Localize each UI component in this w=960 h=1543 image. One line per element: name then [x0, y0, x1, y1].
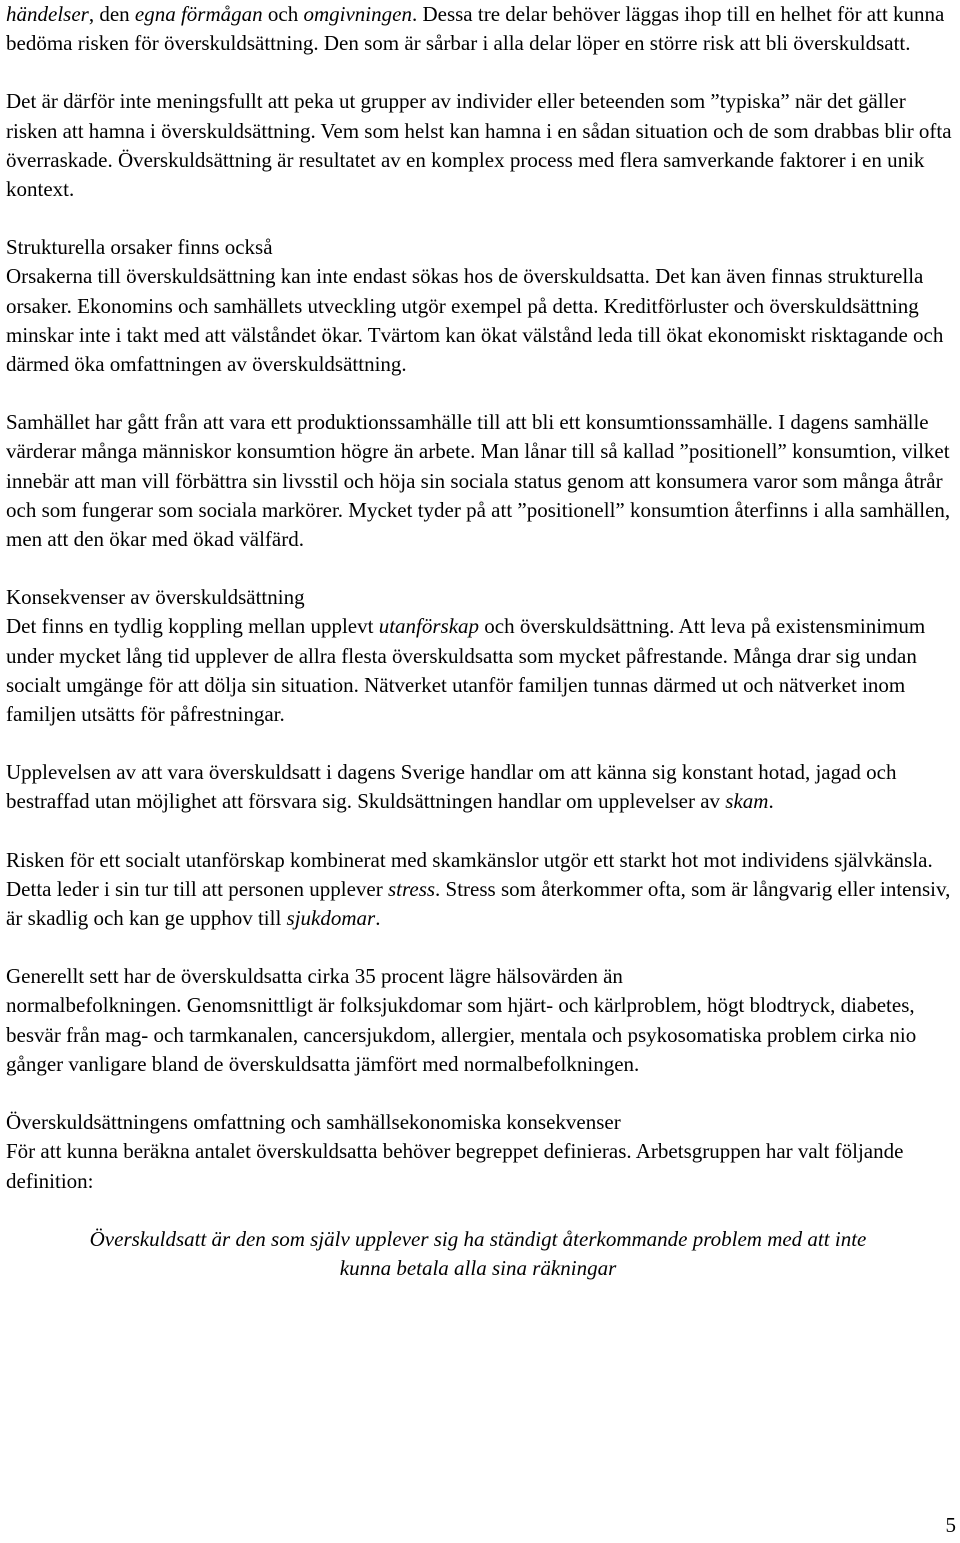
stress-text-b: . Stress som återkommer ofta, som är långvarig eller intensiv, är skadlig och kan ge upphov till — [6, 876, 951, 931]
intro-em-3: egna förmågan — [134, 2, 263, 26]
paragraph-health — [6, 962, 956, 1079]
stress-text-c: . — [375, 906, 381, 931]
paragraph-stress — [6, 846, 956, 934]
paragraph-definition-intro: För att kunna beräkna antalet överskuldsatta behöver begreppet definieras. Arbetsgruppen har valt följande definition: — [6, 1139, 904, 1193]
definition-line-1: Överskuldsatt är den som själv upplever sig ha ständigt återkommande problem med att inte — [89, 1226, 867, 1251]
intro-em-1: händelser — [6, 2, 89, 26]
intro-text-6: . Dessa tre delar behöver läggas ihop till en helhet för att kunna bedöma risken för överskuldsättning. Den som är sårbar i alla delar löper en större risk att bli överskuldsatt. — [6, 2, 945, 56]
intro-em-5: omgivningen — [303, 2, 412, 26]
paragraph-exclusion — [6, 612, 956, 729]
exclusion-text-a: Det finns en tydlig koppling mellan upplevt — [6, 614, 379, 639]
definition-line-2: kunna betala alla sina räkningar — [339, 1255, 617, 1280]
shame-text-b: . — [768, 789, 774, 814]
stress-text-a: Risken för ett socialt utanförskap kombinerat med skamkänslor utgör ett starkt hot mot individens självkänsla. Detta leder i sin tur till att personen upplever — [6, 847, 933, 901]
shame-text-a: Upplevelsen av att vara överskuldsatt i dagens Sverige handlar om att känna sig konstant hotad, jagad och bestraffad utan möjlighet att försvara sig. Skuldsättningen handlar om upplevelser av — [6, 760, 897, 814]
shame-em: skam — [725, 789, 769, 814]
intro-text-4: och — [262, 2, 304, 26]
definition-quote — [6, 1225, 956, 1283]
stress-em: stress — [387, 876, 436, 901]
exclusion-em: utanförskap — [378, 614, 480, 639]
intro-paragraph — [6, 0, 956, 58]
heading-consequences: Konsekvenser av överskuldsättning — [6, 585, 305, 610]
paragraph-structural-causes: Orsakerna till överskuldsättning kan inte endast sökas hos de överskuldsatta. Det kan även finnas strukturella orsaker. Ekonomins och samhällets utveckling utgör exempel på detta. Kreditförluster och överskuldsättning minskar inte i takt med att välståndet ökar. Tvärtom kan ökat välstånd leda till ökat ekonomiskt risktagande och därmed öka omfattningen av överskuldsättning. — [6, 264, 944, 377]
paragraph-shame — [6, 758, 956, 816]
health-rest: normalbefolkningen. Genomsnittligt är folksjukdomar som hjärt- och kärlproblem, högt blodtryck, diabetes, besvär från mag- och tarmkanalen, cancersjukdom, allergier, mentala och psykosomatiska problem cirka nio gånger vanligare bland de överskuldsatta jämfört med normalbefolkningen. — [6, 993, 917, 1076]
document-page — [6, 0, 956, 1283]
heading-extent: Överskuldsättningens omfattning och samhällsekonomiska konsekvenser — [6, 1110, 621, 1135]
illness-em: sjukdomar — [286, 906, 376, 931]
heading-structural-causes: Strukturella orsaker finns också — [6, 235, 273, 260]
intro-text-2: , den — [88, 2, 135, 26]
health-line-1: Generellt sett har de överskuldsatta cirka 35 procent lägre hälsovärden än — [6, 964, 623, 989]
exclusion-text-b: och överskuldsättning. Att leva på existensminimum under mycket lång tid upplever de allra flesta överskuldsatta som mycket påfrestande. Många drar sig undan socialt umgänge för att dölja sin situation. Nätverket utanför familjen tunnas därmed ut och nätverket inom familjen utsätts för påfrestningar. — [6, 614, 926, 727]
paragraph-typical-groups: Det är därför inte meningsfullt att peka ut grupper av individer eller beteenden som ”typiska” när det gäller risken att hamna i överskuldsättning. Vem som helst kan hamna i en sådan situation och de som drabbas blir ofta överraskade. Överskuldsättning är resultatet av en komplex process med flera samverkande faktorer i en unik kontext. — [6, 89, 952, 202]
paragraph-consumption-society: Samhället har gått från att vara ett produktionssamhälle till att bli ett konsumtionssamhälle. I dagens samhälle värderar många människor konsumtion högre än arbete. Man lånar till så kallad ”positionell” konsumtion, vilket innebär att man vill förbättra sin livsstil och höja sin sociala status genom att konsumera varor som många åtrår och som fungerar som sociala markörer. Mycket tyder på att ”positionell” konsumtion återfinns i alla samhällen, men att den ökar med ökad välfärd. — [6, 410, 951, 552]
page-number: 5 — [945, 1513, 956, 1537]
